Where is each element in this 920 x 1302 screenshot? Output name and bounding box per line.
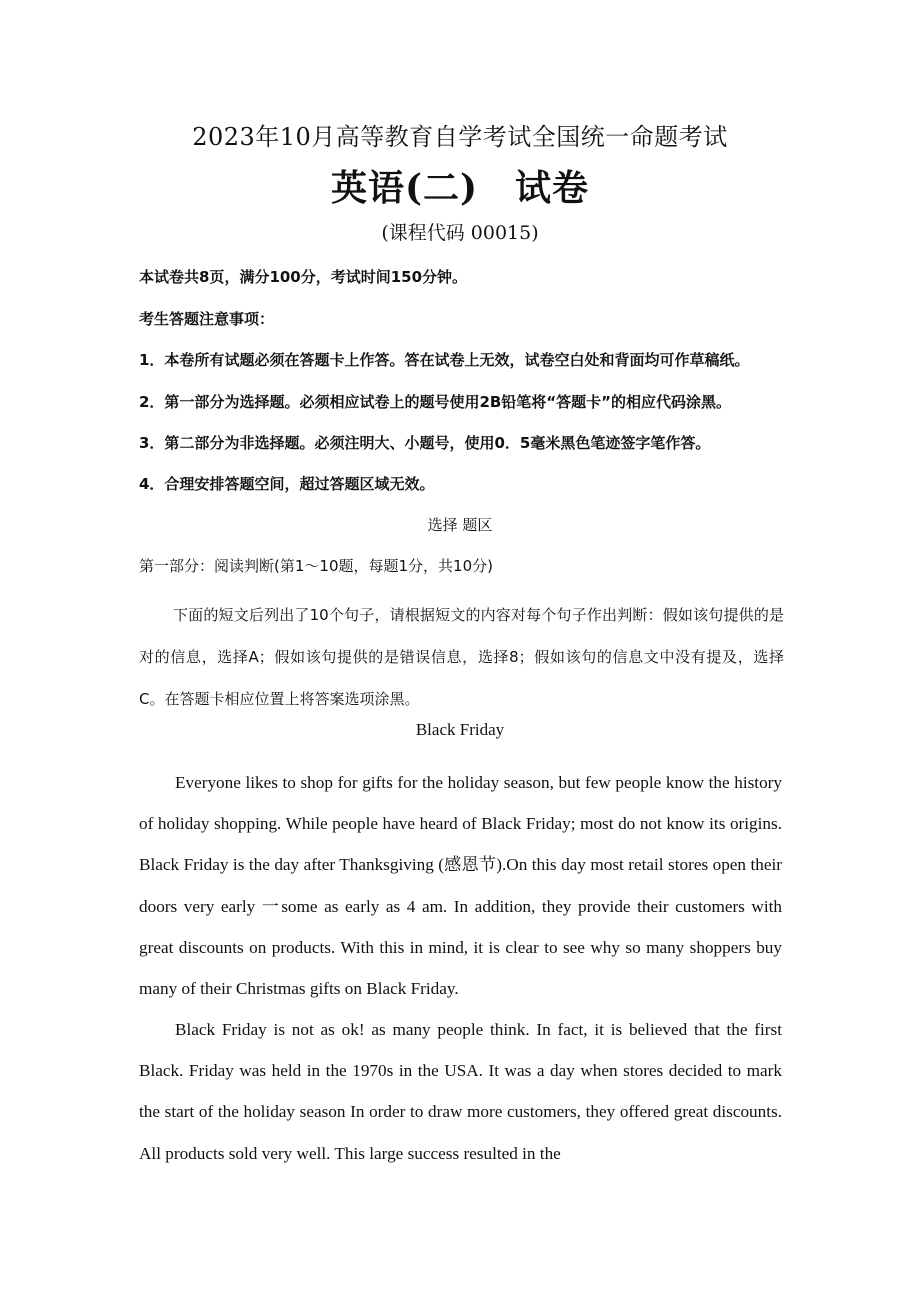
- course-code: (课程代码 00015): [381, 222, 539, 244]
- passage-title: Black Friday: [415, 720, 505, 739]
- notice-item: 3．第二部分为非选择题。必须注明大、小题号，使用0．5毫米黑色笔迹签字笔作答。: [139, 434, 711, 452]
- subject-title: 英语(二) 试卷: [330, 167, 590, 209]
- exam-summary: 本试卷共8页，满分100分，考试时间150分钟。: [139, 268, 468, 286]
- notice-item: 2．第一部分为选择题。必须相应试卷上的题号使用2B铅笔将“答题卡”的相应代码涂黑。: [139, 393, 732, 411]
- notice-item: 1．本卷所有试题必须在答题卡上作答。答在试卷上无效，试卷空白处和背面均可作草稿纸。: [139, 351, 750, 369]
- section-heading: 选择 题区: [427, 516, 493, 534]
- passage-paragraph: Black Friday is not as ok! as many people think. In fact, it is believed that the first Black. Friday was held in the 1970s in the USA. It was a day when stores decided to mark the start of the holiday season In order to draw more customers, they offered great discounts. All products sold very well. This large success resulted in the: [139, 1020, 782, 1163]
- part-instruction: 下面的短文后列出了10个句子，请根据短文的内容对每个句子作出判断：假如该句提供的是对的信息，选择A；假如该句提供的是错误信息，选择8；假如该句的信息文中没有提及，选择C。在答题卡相应位置上将答案选项涂黑。: [139, 606, 784, 708]
- notice-heading: 考生答题注意事项：: [139, 310, 275, 328]
- exam-title: 2023年10月高等教育自学考试全国统一命题考试: [192, 123, 728, 151]
- notice-item: 4．合理安排答题空间，超过答题区域无效。: [139, 475, 435, 493]
- part-title: 第一部分：阅读判断(第1～10题，每题1分，共10分): [139, 557, 493, 575]
- passage-paragraph: Everyone likes to shop for gifts for the holiday season, but few people know the history of holiday shopping. While people have heard of Black Friday; most do not know its origins. Black Friday is the day after Thanksgiving (感恩节).On this day most retail stores open their doors very early 一some as early as 4 am. In addition, they provide their customers with great discounts on products. With this in mind, it is clear to see why so many shoppers buy many of their Christmas gifts on Black Friday.: [139, 773, 782, 999]
